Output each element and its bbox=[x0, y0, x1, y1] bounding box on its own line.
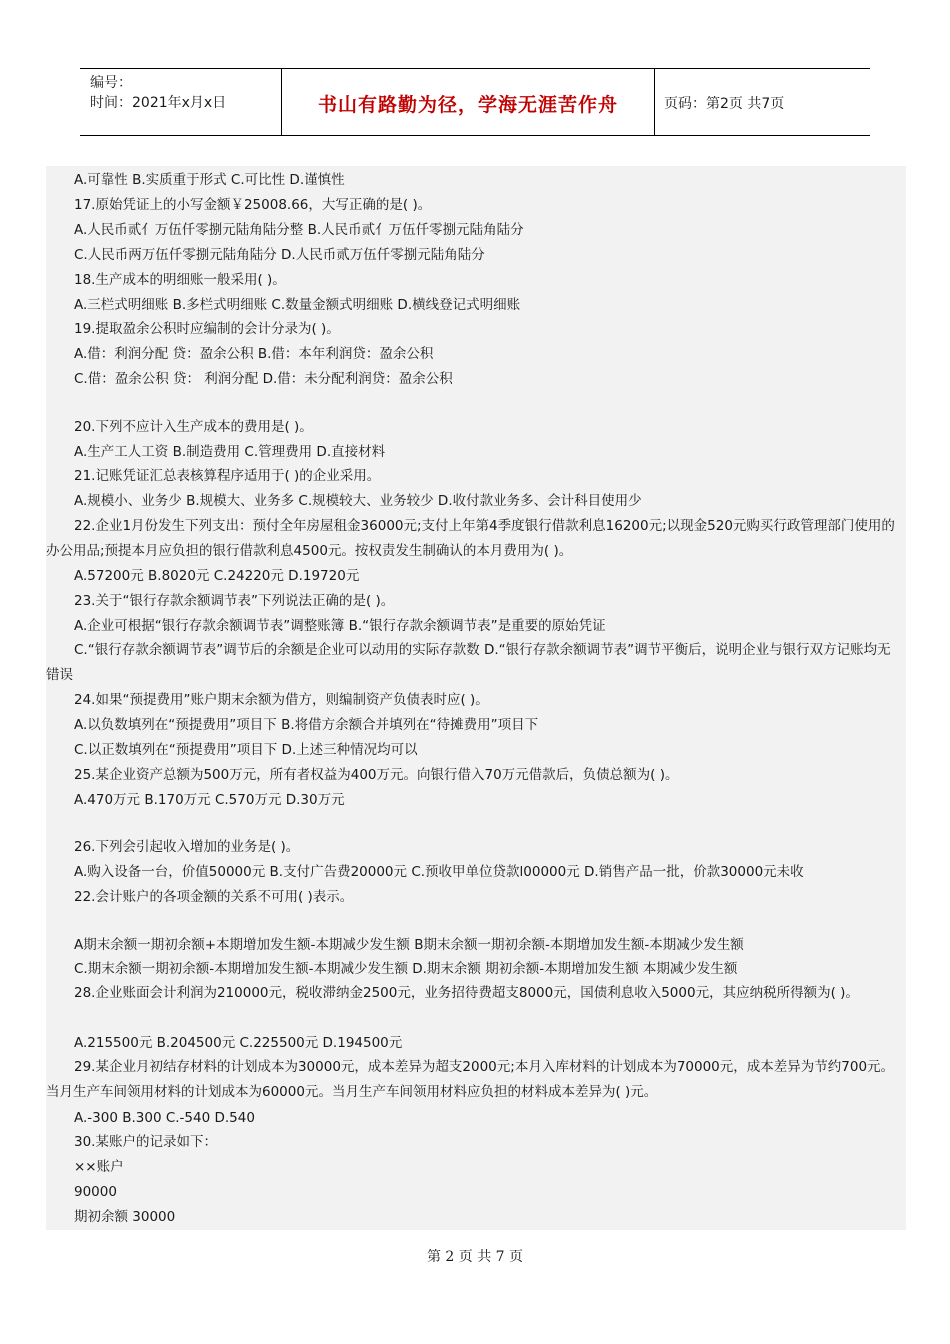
text-line: A.-300 B.300 C.-540 D.540 bbox=[74, 1110, 255, 1126]
question-21: 21.记账凭证汇总表核算程序适用于( )的企业采用。 bbox=[74, 468, 381, 484]
question-22: 22.企业1月份发生下列支出：预付全年房屋租金36000元;支付上年第4季度银行借款利息16200元;以现金520元购买行政管理部门使用的办公用品;预提本月应负担的银行借款利息4500元。按权责发生制确认的本月费用为( )。 bbox=[46, 518, 895, 559]
text-line: A.生产工人工资 B.制造费用 C.管理费用 D.直接材料 bbox=[74, 444, 386, 460]
header-page-number: 页码：第2页 共7页 bbox=[664, 96, 785, 112]
document-number-label: 编号： bbox=[90, 75, 132, 91]
question-29: 29.某企业月初结存材料的计划成本为30000元，成本差异为超支2000元;本月入库材料的计划成本为70000元，成本差异为节约700元。当月生产车间领用材料的计划成本为60000元。当月生产车间领用材料应负担的材料成本差异为( )元。 bbox=[46, 1059, 895, 1100]
document-date-label: 时间：2021年x月x日 bbox=[90, 95, 227, 111]
text-line: A.三栏式明细账 B.多栏式明细账 C.数量金额式明细账 D.横线登记式明细账 bbox=[74, 297, 521, 313]
text-line: ××账户 bbox=[74, 1159, 124, 1175]
question-17: 17.原始凭证上的小写金额￥25008.66，大写正确的是( )。 bbox=[74, 197, 432, 213]
text-line: C.期末余额一期初余额-本期增加发生额-本期减少发生额 D.期末余额 期初余额-本期增加发生额 本期减少发生额 bbox=[74, 961, 738, 977]
text-line: C.“银行存款余额调节表”调节后的余额是企业可以动用的实际存款数 D.“银行存款余额调节表”调节平衡后，说明企业与银行双方记账均无错误 bbox=[46, 642, 891, 683]
text-line: A.企业可根据“银行存款余额调节表”调整账簿 B.“银行存款余额调节表”是重要的原始凭证 bbox=[74, 618, 606, 634]
question-26: 26.下列会引起收入增加的业务是( )。 bbox=[74, 839, 300, 855]
text-line: C.借：盈余公积 贷： 利润分配 D.借：未分配利润贷：盈余公积 bbox=[74, 371, 453, 387]
text-line: 90000 bbox=[74, 1184, 117, 1200]
header-divider bbox=[654, 69, 655, 135]
text-line: A期末余额一期初余额+本期增加发生额-本期减少发生额 B期末余额一期初余额-本期增加发生额-本期减少发生额 bbox=[74, 937, 744, 953]
question-18: 18.生产成本的明细账一般采用( )。 bbox=[74, 272, 286, 288]
text-line: A.以负数填列在“预提费用”项目下 B.将借方余额合并填列在“待摊费用”项目下 bbox=[74, 717, 539, 733]
text-line: A.人民币贰亻万伍仟零捌元陆角陆分整 B.人民币贰亻万伍仟零捌元陆角陆分 bbox=[74, 222, 524, 238]
page-footer: 第 2 页 共 7 页 bbox=[426, 1249, 524, 1265]
question-19: 19.提取盈余公积时应编制的会计分录为( )。 bbox=[74, 321, 340, 337]
text-line: A.规模小、业务少 B.规模大、业务多 C.规模较大、业务较少 D.收付款业务多、会计科目使用少 bbox=[74, 493, 642, 509]
text-line: A.可靠性 B.实质重于形式 C.可比性 D.谨慎性 bbox=[74, 172, 345, 188]
document-body bbox=[46, 166, 906, 1230]
text-line: A.470万元 B.170万元 C.570万元 D.30万元 bbox=[74, 792, 345, 808]
header-meta bbox=[90, 73, 226, 113]
question-27: 22.会计账户的各项金额的关系不可用( )表示。 bbox=[74, 889, 354, 905]
question-30: 30.某账户的记录如下： bbox=[74, 1134, 217, 1150]
text-line: A.215500元 B.204500元 C.225500元 D.194500元 bbox=[74, 1035, 403, 1051]
text-line: C.人民币两万伍仟零捌元陆角陆分 D.人民币贰万伍仟零捌元陆角陆分 bbox=[74, 247, 485, 263]
text-line: C.以正数填列在“预提费用”项目下 D.上述三种情况均可以 bbox=[74, 742, 418, 758]
text-line: A.购入设备一台，价值50000元 B.支付广告费20000元 C.预收甲单位贷款l00000元 D.销售产品一批，价款30000元未收 bbox=[74, 864, 804, 880]
question-24: 24.如果“预提费用”账户期末余额为借方，则编制资产负债表时应( )。 bbox=[74, 692, 489, 708]
question-25: 25.某企业资产总额为500万元，所有者权益为400万元。向银行借入70万元借款后，负债总额为( )。 bbox=[74, 767, 679, 783]
text-line: A.57200元 B.8020元 C.24220元 D.19720元 bbox=[74, 568, 360, 584]
page-header bbox=[80, 68, 870, 136]
text-line: A.借：利润分配 贷：盈余公积 B.借：本年利润贷：盈余公积 bbox=[74, 346, 434, 362]
question-28: 28.企业账面会计利润为210000元，税收滞纳金2500元，业务招待费超支8000元，国债利息收入5000元，其应纳税所得额为( )。 bbox=[74, 985, 859, 1001]
text-line: 期初余额 30000 bbox=[74, 1209, 176, 1225]
question-23: 23.关于“银行存款余额调节表”下列说法正确的是( )。 bbox=[74, 593, 395, 609]
header-motto: 书山有路勤为径，学海无涯苦作舟 bbox=[317, 93, 618, 116]
question-20: 20.下列不应计入生产成本的费用是( )。 bbox=[74, 419, 313, 435]
